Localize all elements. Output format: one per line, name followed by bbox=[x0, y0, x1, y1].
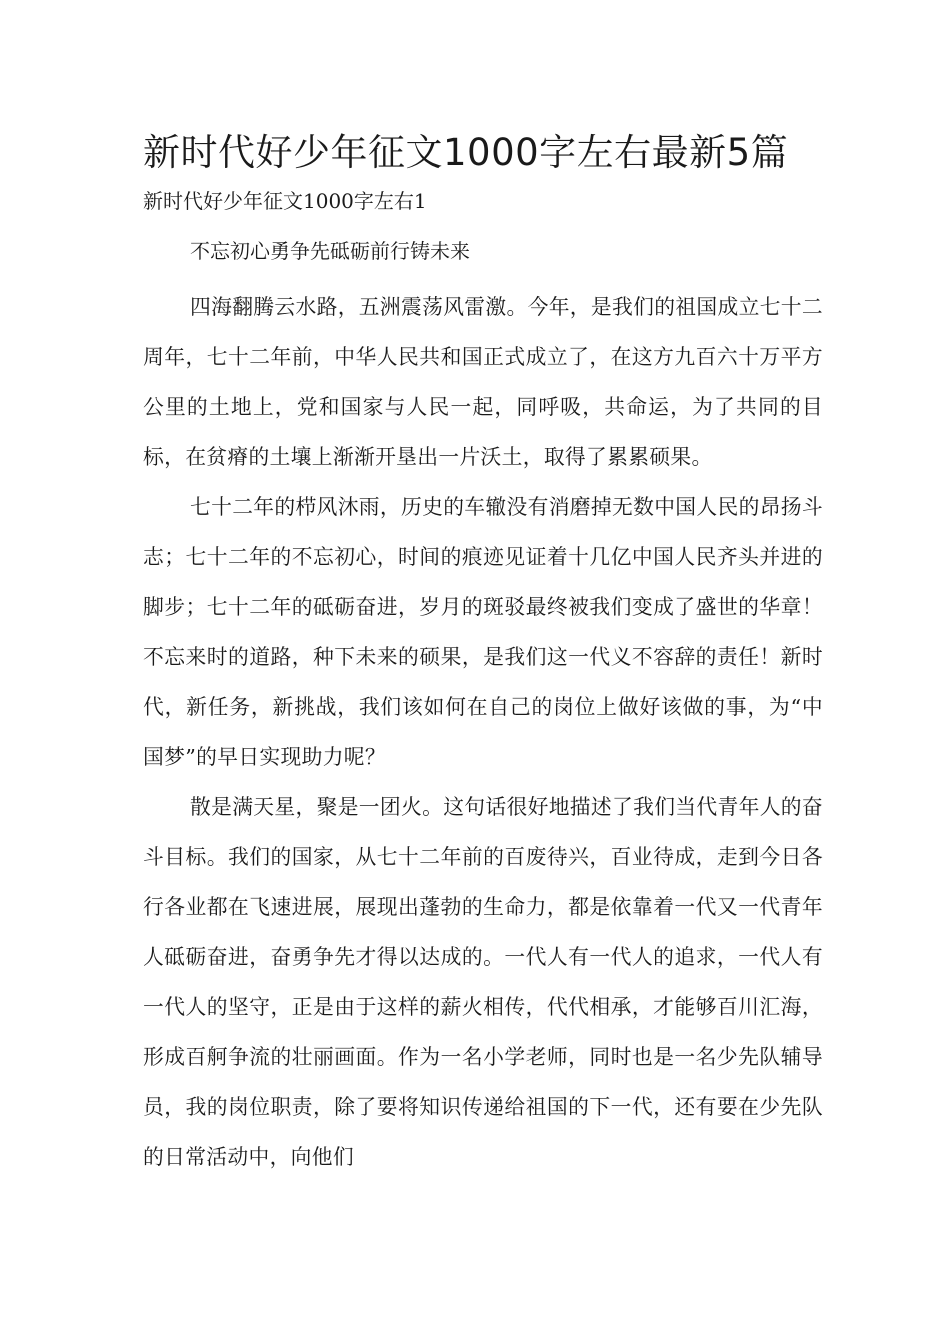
essay-heading: 不忘初心勇争先砥砺前行铸未来 bbox=[190, 239, 470, 263]
paragraph: 七十二年的栉风沐雨，历史的车辙没有消磨掉无数中国人民的昂扬斗志；七十二年的不忘初心，时间的痕迹见证着十几亿中国人民齐头并进的脚步；七十二年的砥砺奋进，岁月的斑驳最终被我们变成了盛世的华章！不忘来时的道路，种下未来的硕果，是我们这一代义不容辞的责任！新时代，新任务，新挑战，我们该如何在自己的岗位上做好该做的事，为“中国梦”的早日实现助力呢？ bbox=[143, 495, 823, 769]
paragraph: 四海翻腾云水路，五洲震荡风雷激。今年，是我们的祖国成立七十二周年，七十二年前，中华人民共和国正式成立了，在这方九百六十万平方公里的土地上，党和国家与人民一起，同呼吸，共命运，为了共同的目标，在贫瘠的土壤上渐渐开垦出一片沃土，取得了累累硕果。 bbox=[143, 295, 823, 469]
paragraph: 散是满天星，聚是一团火。这句话很好地描述了我们当代青年人的奋斗目标。我们的国家，从七十二年前的百废待兴，百业待成，走到今日各行各业都在飞速进展，展现出蓬勃的生命力，都是依靠着一代又一代青年人砥砺奋进，奋勇争先才得以达成的。一代人有一代人的追求，一代人有一代人的坚守，正是由于这样的薪火相传，代代相承，才能够百川汇海，形成百舸争流的壮丽画面。作为一名小学老师，同时也是一名少先队辅导员，我的岗位职责，除了要将知识传递给祖国的下一代，还有要在少先队的日常活动中，向他们 bbox=[143, 795, 823, 1169]
document-title: 新时代好少年征文1000字左右最新5篇 bbox=[143, 131, 789, 174]
essay-body bbox=[143, 282, 823, 1182]
document-subtitle: 新时代好少年征文1000字左右1 bbox=[143, 189, 427, 213]
